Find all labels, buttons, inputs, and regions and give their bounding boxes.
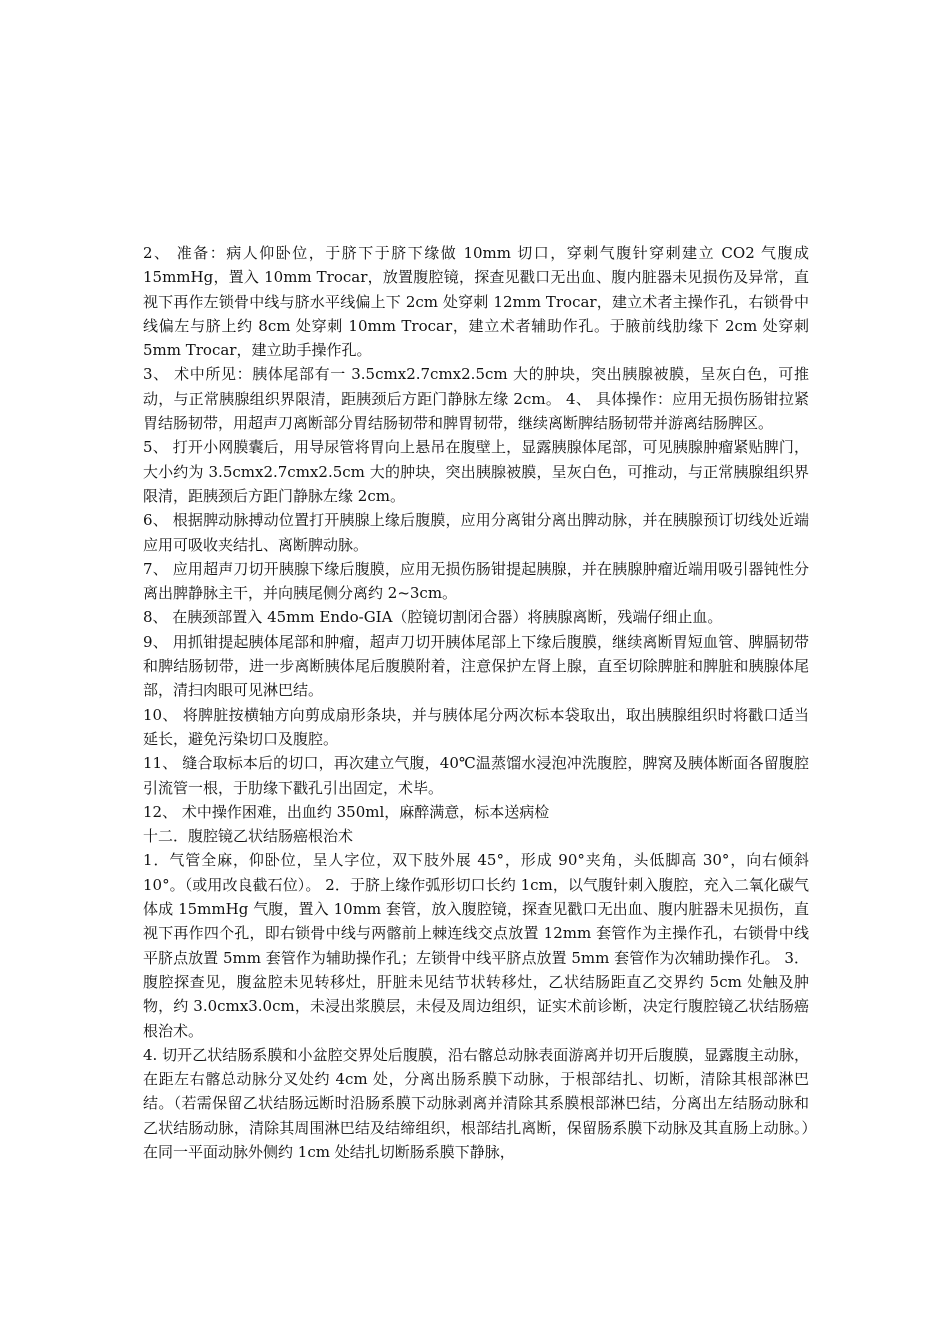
paragraph-sigmoid-step-4: 4. 切开乙状结肠系膜和小盆腔交界处后腹膜，沿右髂总动脉表面游离并切开后腹膜，显露腹主动脉，在距左右髂总动脉分叉处约 4cm 处，分离出肠系膜下动脉，于根部结扎、切断，清除其根部淋巴结。（若需保留乙状结肠远断时沿肠系膜下动脉剥离并清除其系膜根部淋巴结，分离出左结肠动脉和乙状结肠动脉，清除其周围淋巴结及结缔组织，根部结扎离断，保留肠系膜下动脉及其直肠上动脉。）在同一平面动脉外侧约 1cm 处结扎切断肠系膜下静脉， <box>143 1045 809 1161</box>
paragraph-step-5: 5、 打开小网膜囊后，用导尿管将胃向上悬吊在腹壁上，显露胰腺体尾部，可见胰腺肿瘤紧贴脾门，大小约为 3.5cmx2.7cmx2.5cm 大的肿块，突出胰腺被膜，呈灰白色，可推动，与正常胰腺组织界限清，距胰颈后方距门静脉左缘 2cm。 <box>143 438 809 505</box>
section-heading: 十二．腹腔镜乙状结肠癌根治术 <box>143 827 354 846</box>
paragraph-step-7: 7、 应用超声刀切开胰腺下缘后腹膜，应用无损伤肠钳提起胰腺，并在胰腺肿瘤近端用吸引器钝性分离出脾静脉主干，并向胰尾侧分离约 2~3cm。 <box>143 559 809 603</box>
paragraph-step-11: 11、 缝合取标本后的切口，再次建立气腹，40℃温蒸馏水浸泡冲洗腹腔，脾窝及胰体断面各留腹腔引流管一根，于肋缘下戳孔引出固定，术毕。 <box>143 754 809 797</box>
document-body <box>143 241 809 1164</box>
paragraph-step-8: 8、 在胰颈部置入 45mm Endo-GIA（腔镜切割闭合器）将胰腺离断，残端仔细止血。 <box>143 608 723 627</box>
paragraph-findings: 3、 术中所见：胰体尾部有一 3.5cmx2.7cmx2.5cm 大的肿块，突出胰腺被膜，呈灰白色，可推动，与正常胰腺组织界限清，距胰颈后方距门静脉左缘 2cm。 4、 具体操作：应用无损伤肠钳拉紧胃结肠韧带，用超声刀离断部分胃结肠韧带和脾胃韧带，继续离断脾结肠韧带并游离结肠脾区。 <box>143 365 809 433</box>
paragraph-step-10: 10、 将脾脏按横轴方向剪成扇形条块，并与胰体尾分两次标本袋取出，取出胰腺组织时将戳口适当延长，避免污染切口及腹腔。 <box>143 705 809 748</box>
paragraph-step-6: 6、 根据脾动脉搏动位置打开胰腺上缘后腹膜，应用分离钳分离出脾动脉，并在胰腺预订切线处近端应用可吸收夹结扎、离断脾动脉。 <box>143 511 809 554</box>
paragraph-sigmoid-steps-1-3: 1．气管全麻，仰卧位，呈人字位，双下肢外展 45°，形成 90°夹角，头低脚高 30°，向右倾斜 10°。（或用改良截石位）。 2．于脐上缘作弧形切口长约 1cm，以气腹针刺入腹腔，充入二氧化碳气体成 15mmHg 气腹，置入 10mm 套管，放入腹腔镜，探查见戳口无出血、腹内脏器未见损伤，直视下再作四个孔，即右锁骨中线与两髂前上棘连线交点放置 12mm 套管作为主操作孔，右锁骨中线平脐点放置 5mm 套管作为辅助操作孔；左锁骨中线平脐点放置 5mm 套管作为次辅助操作孔。 3．腹腔探查见，腹盆腔未见转移灶，肝脏未见结节状转移灶，乙状结肠距直乙交界约 5cm 处触及肿物，约 3.0cmx3.0cm，未浸出浆膜层，未侵及周边组织，证实术前诊断，决定行腹腔镜乙状结肠癌根治术。 <box>143 851 809 1040</box>
paragraph-step-9: 9、 用抓钳提起胰体尾部和肿瘤，超声刀切开胰体尾部上下缘后腹膜，继续离断胃短血管、脾膈韧带和脾结肠韧带，进一步离断胰体尾后腹膜附着，注意保护左肾上腺，直至切除脾脏和脾脏和胰腺体尾部，清扫肉眼可见淋巴结。 <box>143 632 809 700</box>
paragraph-preparation: 2、 准备：病人仰卧位，于脐下于脐下缘做 10mm 切口，穿刺气腹针穿刺建立 CO2 气腹成 15mmHg，置入 10mm Trocar，放置腹腔镜，探查见戳口无出血、腹内脏器未见损伤及异常，直视下再作左锁骨中线与脐水平线偏上下 2cm 处穿刺 12mm Trocar，建立术者主操作孔，右锁骨中线偏左与脐上约 8cm 处穿刺 10mm Trocar，建立术者辅助作孔。于腋前线肋缘下 2cm 处穿刺 5mm Trocar，建立助手操作孔。 <box>143 244 809 360</box>
paragraph-step-12: 12、 术中操作困难，出血约 350ml，麻醉满意，标本送病检 <box>143 802 550 821</box>
